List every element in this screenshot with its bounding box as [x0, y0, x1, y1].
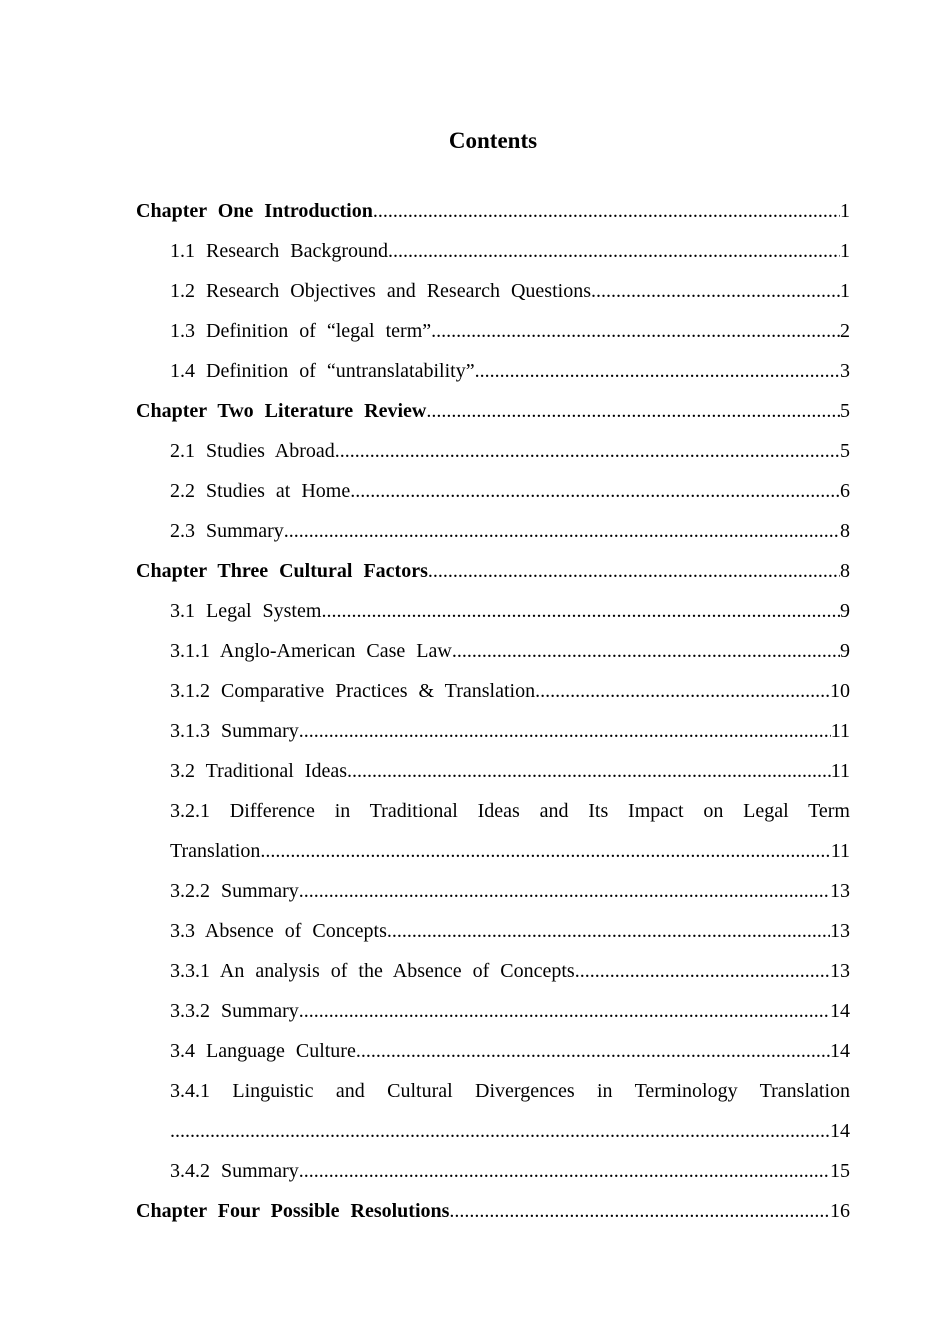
toc-entry-text: 3.1 Legal System: [170, 600, 322, 622]
dot-leader: [347, 756, 831, 786]
toc-section-2-2[interactable]: [170, 476, 850, 516]
toc-section-3-3-1[interactable]: [170, 956, 850, 996]
toc-page-number: 2: [840, 320, 850, 342]
toc-section-3-3[interactable]: [170, 916, 850, 956]
toc-page-number: 15: [830, 1160, 850, 1182]
toc-page-number: 9: [840, 640, 850, 662]
toc-page-number: 8: [840, 520, 850, 542]
toc-entry-text: 3.4.1 Linguistic and Cultural Divergences in Terminology Translation: [170, 1080, 850, 1102]
toc-page-number: 5: [840, 440, 850, 462]
toc-chapter-1[interactable]: [136, 196, 850, 236]
toc-entry-text: 1.2 Research Objectives and Research Questions: [170, 280, 591, 302]
toc-entry-text: Chapter Four Possible Resolutions: [136, 1200, 450, 1222]
toc-page-number: 10: [830, 680, 850, 702]
dot-leader: [335, 436, 840, 466]
toc-entry-text: Chapter Three Cultural Factors: [136, 560, 428, 582]
dot-leader: [387, 916, 830, 946]
toc-page-number: 5: [840, 400, 850, 422]
dot-leader: [591, 276, 840, 306]
toc-page-number: 14: [830, 1000, 850, 1022]
toc-page-number: 16: [830, 1200, 850, 1222]
dot-leader: [299, 876, 830, 906]
toc-section-1-2[interactable]: [170, 276, 850, 316]
dot-leader: [321, 596, 840, 626]
dot-leader: [449, 1196, 830, 1226]
dot-leader: [299, 716, 831, 746]
toc-section-1-3[interactable]: [170, 316, 850, 356]
toc-entry-text: 2.1 Studies Abroad: [170, 440, 335, 462]
toc-section-1-4[interactable]: [170, 356, 850, 396]
toc-entry-text: 3.2.1 Difference in Traditional Ideas and Its Impact on Legal Term: [170, 800, 850, 822]
toc-entry-text-continued: Translation: [170, 840, 261, 862]
toc-page-number: 14: [830, 1040, 850, 1062]
page-title: Contents: [448, 128, 538, 153]
toc-section-3-4-1-continued[interactable]: [170, 1116, 850, 1156]
toc-entry-text: 3.1.1 Anglo-American Case Law: [170, 640, 452, 662]
toc-page-number: 11: [830, 840, 850, 862]
toc-section-3-4[interactable]: [170, 1036, 850, 1076]
toc-page-number: 11: [830, 760, 850, 782]
dot-leader: [373, 196, 840, 226]
toc-page-number: 13: [830, 960, 850, 982]
toc-entry-text: 3.3.2 Summary: [170, 1000, 299, 1022]
toc-section-3-1-2[interactable]: [170, 676, 850, 716]
toc-section-3-2[interactable]: [170, 756, 850, 796]
toc-section-3-2-1-continued[interactable]: [170, 836, 850, 876]
toc-page-number: 14: [830, 1120, 850, 1142]
dot-leader: [575, 956, 830, 986]
toc-entry-text: 3.1.3 Summary: [170, 720, 299, 742]
dot-leader: [284, 516, 840, 546]
toc-section-1-1[interactable]: [170, 236, 850, 276]
toc-section-3-4-2[interactable]: [170, 1156, 850, 1196]
dot-leader: [356, 1036, 830, 1066]
dot-leader: [299, 1156, 830, 1186]
toc-entry-text: 1.3 Definition of “legal term”: [170, 320, 432, 342]
dot-leader: [350, 476, 840, 506]
toc-section-3-2-1[interactable]: [170, 796, 850, 836]
toc-entry-text: 3.4.2 Summary: [170, 1160, 299, 1182]
dot-leader: [388, 236, 840, 266]
toc-entry-text: 3.2.2 Summary: [170, 880, 299, 902]
toc-entry-text: 3.3.1 An analysis of the Absence of Concepts: [170, 960, 575, 982]
toc-entry-text: 3.2 Traditional Ideas: [170, 760, 347, 782]
toc-section-2-3[interactable]: [170, 516, 850, 556]
toc-entry-text: 2.3 Summary: [170, 520, 284, 542]
toc-page-number: 13: [830, 920, 850, 942]
toc-page-number: 11: [830, 720, 850, 742]
toc-page-number: 8: [840, 560, 850, 582]
toc-page-number: 1: [840, 280, 850, 302]
toc-entry-text: 3.1.2 Comparative Practices & Translation: [170, 680, 536, 702]
toc-section-2-1[interactable]: [170, 436, 850, 476]
dot-leader: [170, 1116, 830, 1146]
dot-leader: [475, 356, 840, 386]
toc-entry-text: 1.4 Definition of “untranslatability”: [170, 360, 475, 382]
toc-entry-text: 1.1 Research Background: [170, 240, 389, 262]
toc-section-3-4-1[interactable]: [170, 1076, 850, 1116]
toc-section-3-1-3[interactable]: [170, 716, 850, 756]
toc-page-number: 13: [830, 880, 850, 902]
dot-leader: [428, 556, 840, 586]
toc-section-3-1[interactable]: [170, 596, 850, 636]
toc-entry-text: 3.4 Language Culture: [170, 1040, 356, 1062]
toc-page-number: 3: [840, 360, 850, 382]
dot-leader: [431, 316, 840, 346]
dot-leader: [426, 396, 840, 426]
toc-page-number: 1: [840, 240, 850, 262]
toc-chapter-2[interactable]: [136, 396, 850, 436]
toc-entry-text: Chapter One Introduction: [136, 200, 373, 222]
toc-page-number: 1: [840, 200, 850, 222]
toc-entry-text: 2.2 Studies at Home: [170, 480, 351, 502]
toc-entry-text: 3.3 Absence of Concepts: [170, 920, 387, 942]
toc-chapter-4[interactable]: [136, 1196, 850, 1236]
dot-leader: [452, 636, 840, 666]
toc-section-3-1-1[interactable]: [170, 636, 850, 676]
toc-chapter-3[interactable]: [136, 556, 850, 596]
toc-section-3-3-2[interactable]: [170, 996, 850, 1036]
dot-leader: [299, 996, 830, 1026]
table-of-contents: [136, 196, 850, 1236]
toc-page-number: 6: [840, 480, 850, 502]
dot-leader: [535, 676, 830, 706]
toc-entry-text: Chapter Two Literature Review: [136, 400, 427, 422]
dot-leader: [260, 836, 830, 866]
toc-page-number: 9: [840, 600, 850, 622]
toc-section-3-2-2[interactable]: [170, 876, 850, 916]
